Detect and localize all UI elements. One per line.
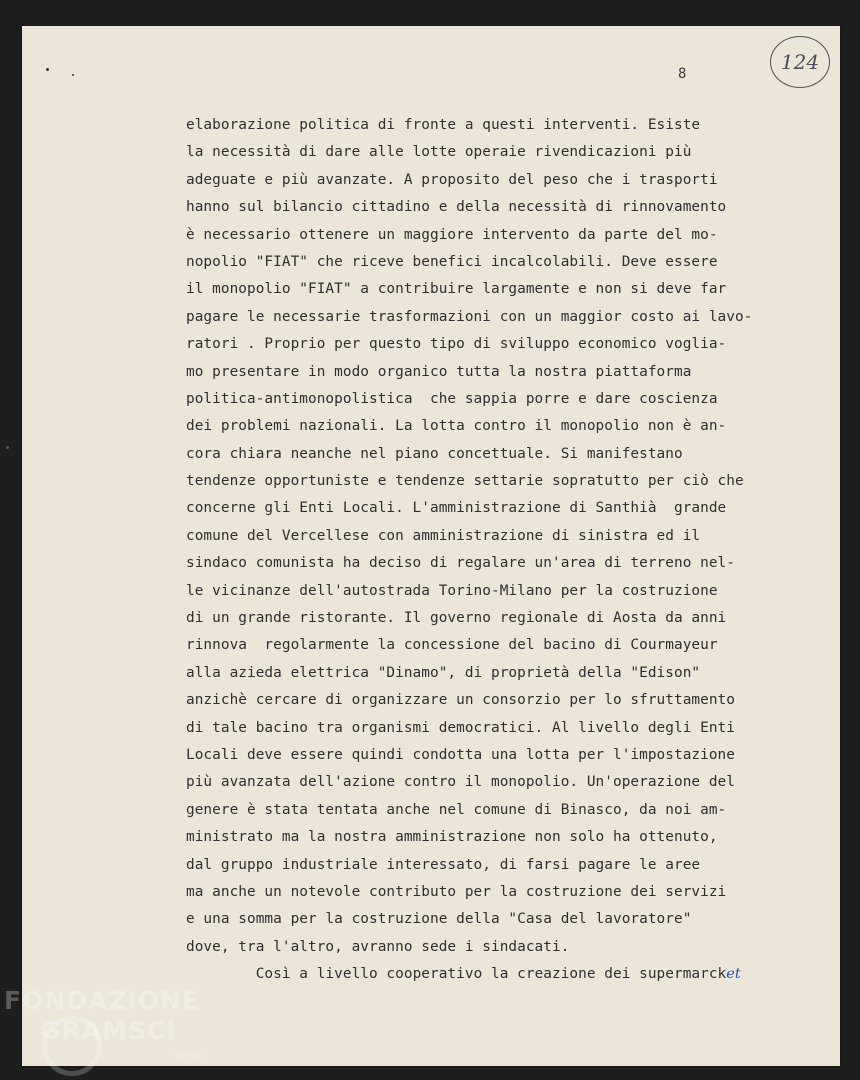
text-line: è necessario ottenere un maggiore intervento da parte del mo-	[186, 226, 718, 243]
text-line: ministrato ma la nostra amministrazione non solo ha ottenuto,	[186, 829, 718, 846]
text-line: il monopolio "FIAT" a contribuire largamente e non si deve far	[186, 281, 727, 298]
page-number: 8	[678, 66, 687, 82]
archive-number-stamp	[770, 36, 830, 88]
text-line: le vicinanze dell'autostrada Torino-Milano per la costruzione	[186, 582, 718, 599]
text-line: dove, tra l'altro, avranno sede i sindacati.	[186, 938, 570, 955]
text-line: Locali deve essere quindi condotta una lotta per l'impostazione	[186, 746, 735, 763]
archive-number: 124	[780, 50, 820, 74]
text-line: tendenze opportuniste e tendenze settarie sopratutto per ciò che	[186, 473, 744, 490]
text-line: più avanzata dell'azione contro il monopolio. Un'operazione del	[186, 774, 735, 791]
last-line-text: Così a livello cooperativo la creazione dei supermarck	[255, 966, 727, 983]
text-line: elaborazione politica di fronte a questi interventi. Esiste	[186, 117, 701, 133]
watermark-line2: GRAMSCI	[40, 1016, 177, 1045]
text-line: di un grande ristorante. Il governo regionale di Aosta da anni	[186, 610, 727, 627]
text-line: concerne gli Enti Locali. L'amministrazione di Santhià grande	[186, 500, 727, 517]
text-line: pagare le necessarie trasformazioni con un maggior costo ai lavo-	[186, 308, 753, 325]
text-line: e una somma per la costruzione della "Casa del lavoratore"	[186, 911, 692, 928]
text-line: di tale bacino tra organismi democratici. Al livello degli Enti	[186, 719, 735, 736]
text-line: la necessità di dare alle lotte operaie rivendicazioni più	[186, 144, 692, 161]
margin-mark	[6, 446, 9, 449]
watermark-line3: onlus	[174, 1048, 204, 1061]
text-line: politica-antimonopolistica che sappia porre e dare coscienza	[186, 390, 718, 407]
typed-text-body	[186, 112, 826, 989]
archive-watermark	[4, 986, 234, 1076]
text-line: hanno sul bilancio cittadino e della necessità di rinnovamento	[186, 199, 727, 216]
text-line: cora chiara neanche nel piano concettuale. Si manifestano	[186, 445, 683, 462]
text-line: nopolio "FIAT" che riceve benefici incalcolabili. Deve essere	[186, 253, 718, 270]
text-line: genere è stata tentata anche nel comune di Binasco, da noi am-	[186, 801, 727, 818]
text-line: ratori . Proprio per questo tipo di sviluppo economico voglia-	[186, 336, 727, 353]
text-line: comune del Vercellese con amministrazione di sinistra ed il	[186, 527, 701, 544]
text-line: anzichè cercare di organizzare un consorzio per lo sfruttamento	[186, 692, 735, 709]
text-line: rinnova regolarmente la concessione del bacino di Courmayeur	[186, 637, 718, 654]
handwritten-correction: et	[726, 966, 741, 983]
text-line: alla azieda elettrica "Dinamo", di proprietà della "Edison"	[186, 664, 701, 681]
speck	[46, 68, 49, 71]
speck	[72, 74, 74, 76]
text-line-last	[186, 961, 826, 988]
text-line: dal gruppo industriale interessato, di farsi pagare le aree	[186, 856, 701, 873]
text-line: adeguate e più avanzate. A proposito del peso che i trasporti	[186, 171, 718, 188]
text-line: ma anche un notevole contributo per la costruzione dei servizi	[186, 883, 727, 900]
watermark-line1: FONDAZIONE	[4, 986, 201, 1015]
text-line: dei problemi nazionali. La lotta contro il monopolio non è an-	[186, 418, 727, 435]
text-line: mo presentare in modo organico tutta la nostra piattaforma	[186, 363, 692, 380]
text-line: sindaco comunista ha deciso di regalare un'area di terreno nel-	[186, 555, 735, 572]
